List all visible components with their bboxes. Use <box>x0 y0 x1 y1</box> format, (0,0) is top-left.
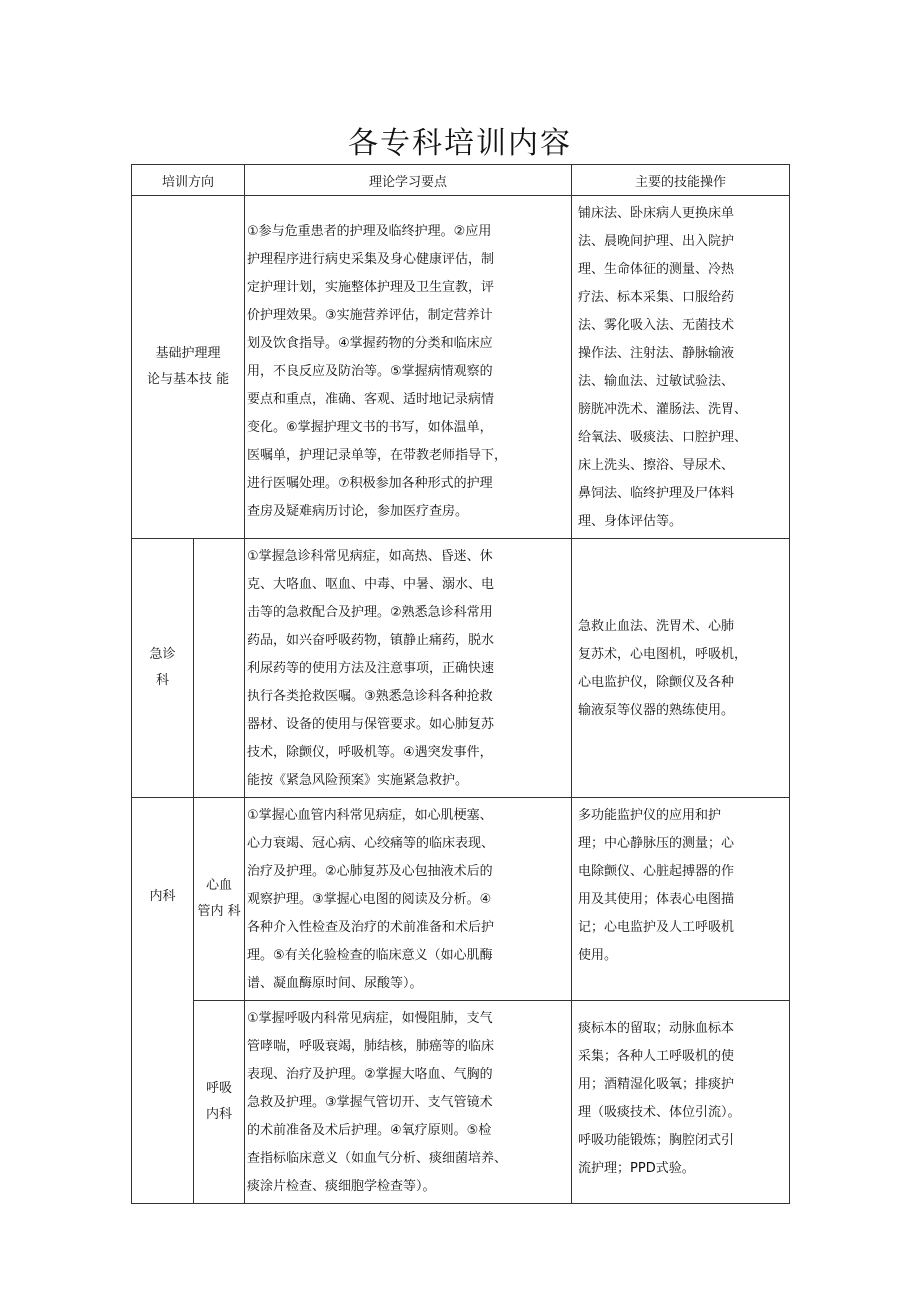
table-row <box>132 196 790 539</box>
table-header-row <box>132 165 790 196</box>
category-cell: 基础护理理 论与基本技 能 <box>132 196 245 539</box>
empty-cell <box>194 539 245 798</box>
table-row <box>132 539 790 798</box>
theory-text: ①掌握急诊科常见病症，如高热、昏迷、休 克、大咯血、呕血、中毒、中暑、溺水、电 击等的急救配合及护理。②熟悉急诊科常用 药品，如兴奋呼吸药物，镇静止痛药，脱水 利尿药等的使用方法及注意事项，正确快速 执行各类抢救医嘱。③熟悉急诊科各种抢救 器材、设备的使用与保管要求。如心肺复苏 技术，除颤仪，呼吸机等。④遇突发事件， 能按《紧急风险预案》实施紧急救护。 <box>247 549 495 788</box>
skills-text: 多功能监护仪的应用和护 理；中心静脉压的测量；心 电除颤仪、心脏起搏器的作 用及其使用；体表心电图描 记；心电监护及人工呼吸机 使用。 <box>578 808 735 963</box>
theory-cell <box>245 1001 572 1204</box>
header-theory: 理论学习要点 <box>245 165 572 196</box>
skills-text: 痰标本的留取；动脉血标本 采集；各种人工呼吸机的使 用；酒精湿化吸氧；排痰护 理（吸痰技术、体位引流）。 呼吸功能锻炼；胸腔闭式引 流护理；PPD式验。 <box>578 1021 741 1176</box>
subcategory-cell: 心血 管内 科 <box>194 798 245 1001</box>
skills-cell <box>572 539 790 798</box>
table-row <box>132 798 790 1001</box>
theory-cell <box>245 798 572 1001</box>
theory-text: ①参与危重患者的护理及临终护理。②应用 护理程序进行病史采集及身心健康评估，制 定护理计划，实施整体护理及卫生宣教，评 价护理效果。③实施营养评估，制定营养计 划及饮食指导。④掌握药物的分类和临床应 用，不良反应及防治等。⑤掌握病情观察的 要点和重点，准确、客观、适时地记录病情 变化。⑥掌握护理文书的书写，如体温单， 医嘱单，护理记录单等，在带教老师指导下， 进行医嘱处理。⑦积极参加各种形式的护理 查房及疑难病历讨论，参加医疗查房。 <box>247 224 508 519</box>
skills-cell <box>572 798 790 1001</box>
skills-cell <box>572 1001 790 1204</box>
theory-text: ①掌握心血管内科常见病症，如心肌梗塞、 心力衰竭、冠心病、心绞痛等的临床表现、 治疗及护理。②心肺复苏及心包抽液术后的 观察护理。③掌握心电图的阅读及分析。④ 各种介入性检查及治疗的术前准备和术后护 理。⑤有关化验检查的临床意义（如心肌酶 谱、凝血酶原时间、尿酸等）。 <box>247 808 495 991</box>
subcategory-cell: 呼吸 内科 <box>194 1001 245 1204</box>
category-cell: 急诊 科 <box>132 539 194 798</box>
skills-cell <box>572 196 790 539</box>
theory-cell <box>245 539 572 798</box>
category-cell: 内科 <box>132 798 194 1204</box>
page-title: 各专科培训内容 <box>348 126 572 161</box>
skills-text: 铺床法、卧床病人更换床单 法、晨晚间护理、出入院护 理、生命体征的测量、冷热 疗法、标本采集、口服给药 法、雾化吸入法、无菌技术 操作法、注射法、静脉输液 法、输血法、过敏试验法、 膀胱冲洗术、灌肠法、洗胃、 给氧法、吸痰法、口腔护理、 床上洗头、擦浴、导尿术、 鼻饲法、临终护理及尸体料 理、身体评估等。 <box>578 206 748 529</box>
table-row <box>132 1001 790 1204</box>
header-direction: 培训方向 <box>132 165 245 196</box>
skills-text: 急救止血法、洗胃术、心肺 复苏术，心电图机，呼吸机， 心电监护仪，除颤仪及各种 输液泵等仪器的熟练使用。 <box>578 619 748 718</box>
training-table <box>131 164 790 1204</box>
theory-text: ①掌握呼吸内科常见病症，如慢阻肺，支气 管哮喘，呼吸衰竭，肺结核，肺癌等的临床 表现、治疗及护理。②掌握大咯血、气胸的 急救及护理。③掌握气管切开、支气管镜术 的术前准备及术后护理。④氧疗原则。⑤检 查指标临床意义（如血气分析、痰细菌培养、 痰涂片检查、痰细胞学检查等）。 <box>247 1011 508 1194</box>
theory-cell <box>245 196 572 539</box>
header-skills: 主要的技能操作 <box>572 165 790 196</box>
